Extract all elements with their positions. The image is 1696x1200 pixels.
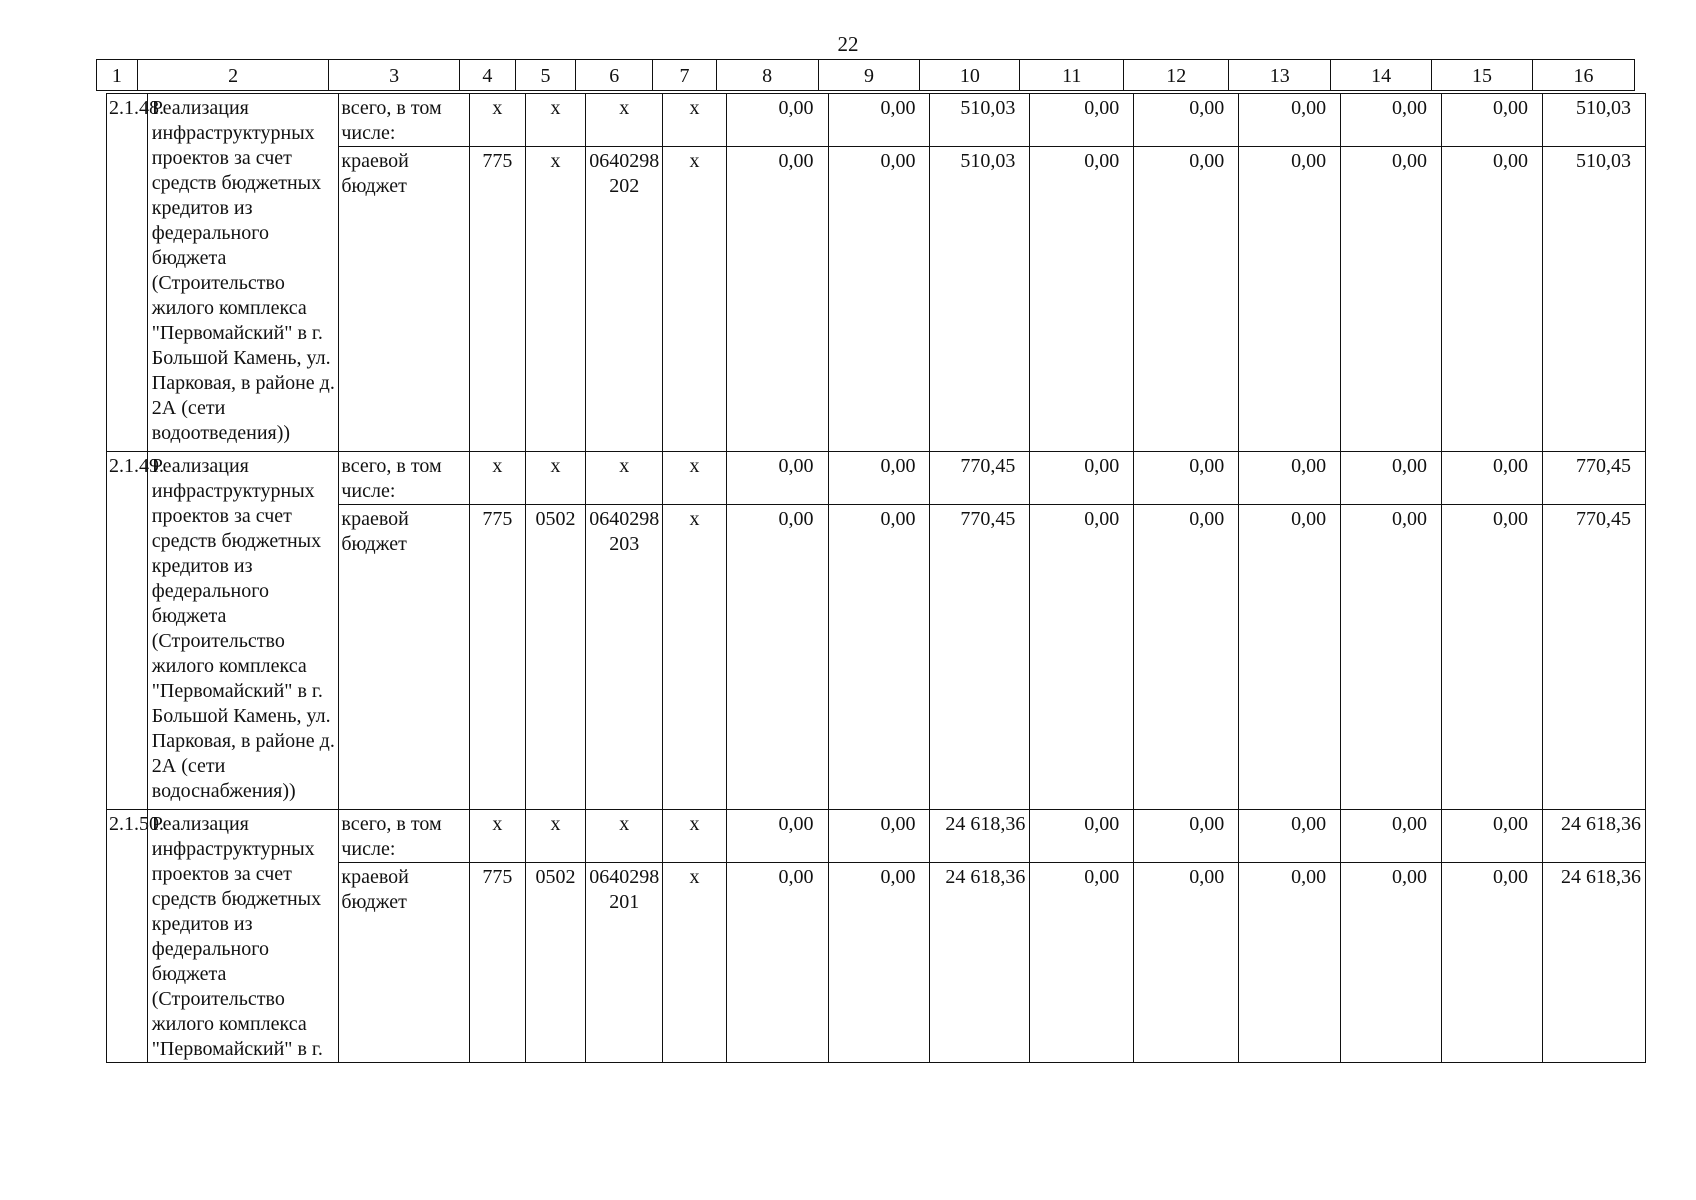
- cell-value: 0502: [525, 863, 585, 1063]
- cell-value: 0,00: [1341, 452, 1442, 505]
- cell-value: 0,00: [828, 810, 930, 863]
- cell-value: 0640298203: [586, 505, 663, 810]
- column-header-table: [96, 59, 1635, 91]
- column-header: 12: [1124, 60, 1229, 91]
- source-label: краевой бюджет: [339, 863, 469, 1063]
- page-number: 22: [837, 32, 859, 56]
- cell-value: 0,00: [1239, 810, 1341, 863]
- event-name: Реализация инфраструктурных проектов за счет средств бюджетных кредитов из федерального бюджета (Строительство жилого комплекса "Первомайский" в г.: [147, 810, 339, 1063]
- cell-value: 0,00: [1442, 505, 1543, 810]
- cell-value: х: [663, 452, 726, 505]
- cell-value: х: [663, 505, 726, 810]
- cell-value: 0,00: [1134, 94, 1239, 147]
- column-header: 16: [1532, 60, 1634, 91]
- cell-value: 510,03: [930, 94, 1030, 147]
- cell-value: х: [469, 94, 525, 147]
- cell-value: х: [586, 810, 663, 863]
- cell-value: 0,00: [1442, 452, 1543, 505]
- row-number: 2.1.49.: [107, 452, 148, 810]
- cell-value: 770,45: [1542, 452, 1645, 505]
- cell-value: 0,00: [1442, 147, 1543, 452]
- column-header: 8: [716, 60, 818, 91]
- cell-value: х: [525, 810, 585, 863]
- cell-value: 0,00: [726, 452, 828, 505]
- cell-value: 0,00: [1134, 147, 1239, 452]
- cell-value: х: [586, 94, 663, 147]
- column-header: 11: [1020, 60, 1124, 91]
- budget-table: [106, 93, 1646, 1063]
- cell-value: 0,00: [1341, 505, 1442, 810]
- column-header: 10: [920, 60, 1020, 91]
- cell-value: 0,00: [726, 505, 828, 810]
- cell-value: 0,00: [726, 810, 828, 863]
- cell-value: 0,00: [828, 452, 930, 505]
- cell-value: х: [469, 810, 525, 863]
- cell-value: 0,00: [1030, 452, 1134, 505]
- cell-value: 0,00: [1134, 863, 1239, 1063]
- cell-value: 0,00: [1341, 94, 1442, 147]
- cell-value: 775: [469, 505, 525, 810]
- cell-value: 0,00: [1030, 810, 1134, 863]
- cell-value: 0,00: [1030, 94, 1134, 147]
- source-label: всего, в том числе:: [339, 810, 469, 863]
- column-header: 2: [137, 60, 329, 91]
- event-name: Реализация инфраструктурных проектов за счет средств бюджетных кредитов из федерального бюджета (Строительство жилого комплекса "Первомайский" в г. Большой Камень, ул. Парковая, в районе д. 2А (сети водоснабжения)): [147, 452, 339, 810]
- cell-value: 770,45: [1542, 505, 1645, 810]
- column-header: 4: [459, 60, 515, 91]
- cell-value: х: [525, 452, 585, 505]
- column-header: 9: [818, 60, 920, 91]
- source-label: всего, в том числе:: [339, 94, 469, 147]
- cell-value: 770,45: [930, 452, 1030, 505]
- cell-value: х: [586, 452, 663, 505]
- cell-value: 0,00: [828, 505, 930, 810]
- cell-value: х: [525, 147, 585, 452]
- cell-value: 0,00: [1239, 505, 1341, 810]
- cell-value: х: [663, 94, 726, 147]
- cell-value: 0,00: [1341, 147, 1442, 452]
- cell-value: 0,00: [726, 863, 828, 1063]
- table-row: [107, 94, 1646, 147]
- source-label: всего, в том числе:: [339, 452, 469, 505]
- cell-value: 510,03: [1542, 94, 1645, 147]
- cell-value: 0,00: [726, 94, 828, 147]
- cell-value: 775: [469, 863, 525, 1063]
- column-header: 1: [97, 60, 138, 91]
- cell-value: 0,00: [1239, 147, 1341, 452]
- cell-value: 0,00: [828, 147, 930, 452]
- table-row: [107, 452, 1646, 505]
- column-header: 5: [515, 60, 575, 91]
- table-row: [107, 810, 1646, 863]
- cell-value: 0,00: [1442, 94, 1543, 147]
- cell-value: 0,00: [1030, 147, 1134, 452]
- event-name: Реализация инфраструктурных проектов за счет средств бюджетных кредитов из федерального бюджета (Строительство жилого комплекса "Первомайский" в г. Большой Камень, ул. Парковая, в районе д. 2А (сети водоотведения)): [147, 94, 339, 452]
- cell-value: 0502: [525, 505, 585, 810]
- source-label: краевой бюджет: [339, 505, 469, 810]
- cell-value: 0,00: [1134, 505, 1239, 810]
- cell-value: 24 618,36: [1542, 863, 1645, 1063]
- cell-value: х: [663, 863, 726, 1063]
- source-label: краевой бюджет: [339, 147, 469, 452]
- cell-value: 24 618,36: [930, 810, 1030, 863]
- cell-value: х: [663, 147, 726, 452]
- cell-value: 0,00: [1134, 810, 1239, 863]
- column-header-row: [97, 60, 1635, 91]
- cell-value: 0,00: [1341, 810, 1442, 863]
- cell-value: 510,03: [930, 147, 1030, 452]
- cell-value: 510,03: [1542, 147, 1645, 452]
- cell-value: 0,00: [1030, 863, 1134, 1063]
- cell-value: 0640298202: [586, 147, 663, 452]
- cell-value: 0,00: [828, 94, 930, 147]
- cell-value: 0,00: [726, 147, 828, 452]
- column-header: 6: [576, 60, 653, 91]
- cell-value: 0,00: [1442, 810, 1543, 863]
- column-header: 3: [329, 60, 459, 91]
- cell-value: х: [663, 810, 726, 863]
- row-number: 2.1.50.: [107, 810, 148, 1063]
- column-header: 14: [1331, 60, 1432, 91]
- column-header: 15: [1432, 60, 1533, 91]
- row-number: 2.1.48.: [107, 94, 148, 452]
- cell-value: 770,45: [930, 505, 1030, 810]
- cell-value: 0,00: [1239, 94, 1341, 147]
- cell-value: 24 618,36: [1542, 810, 1645, 863]
- cell-value: х: [469, 452, 525, 505]
- cell-value: 0,00: [1341, 863, 1442, 1063]
- cell-value: 0,00: [1239, 863, 1341, 1063]
- cell-value: 0640298201: [586, 863, 663, 1063]
- cell-value: 24 618,36: [930, 863, 1030, 1063]
- cell-value: 775: [469, 147, 525, 452]
- cell-value: 0,00: [1134, 452, 1239, 505]
- column-header: 13: [1229, 60, 1331, 91]
- cell-value: х: [525, 94, 585, 147]
- cell-value: 0,00: [1442, 863, 1543, 1063]
- cell-value: 0,00: [828, 863, 930, 1063]
- cell-value: 0,00: [1239, 452, 1341, 505]
- cell-value: 0,00: [1030, 505, 1134, 810]
- column-header: 7: [653, 60, 716, 91]
